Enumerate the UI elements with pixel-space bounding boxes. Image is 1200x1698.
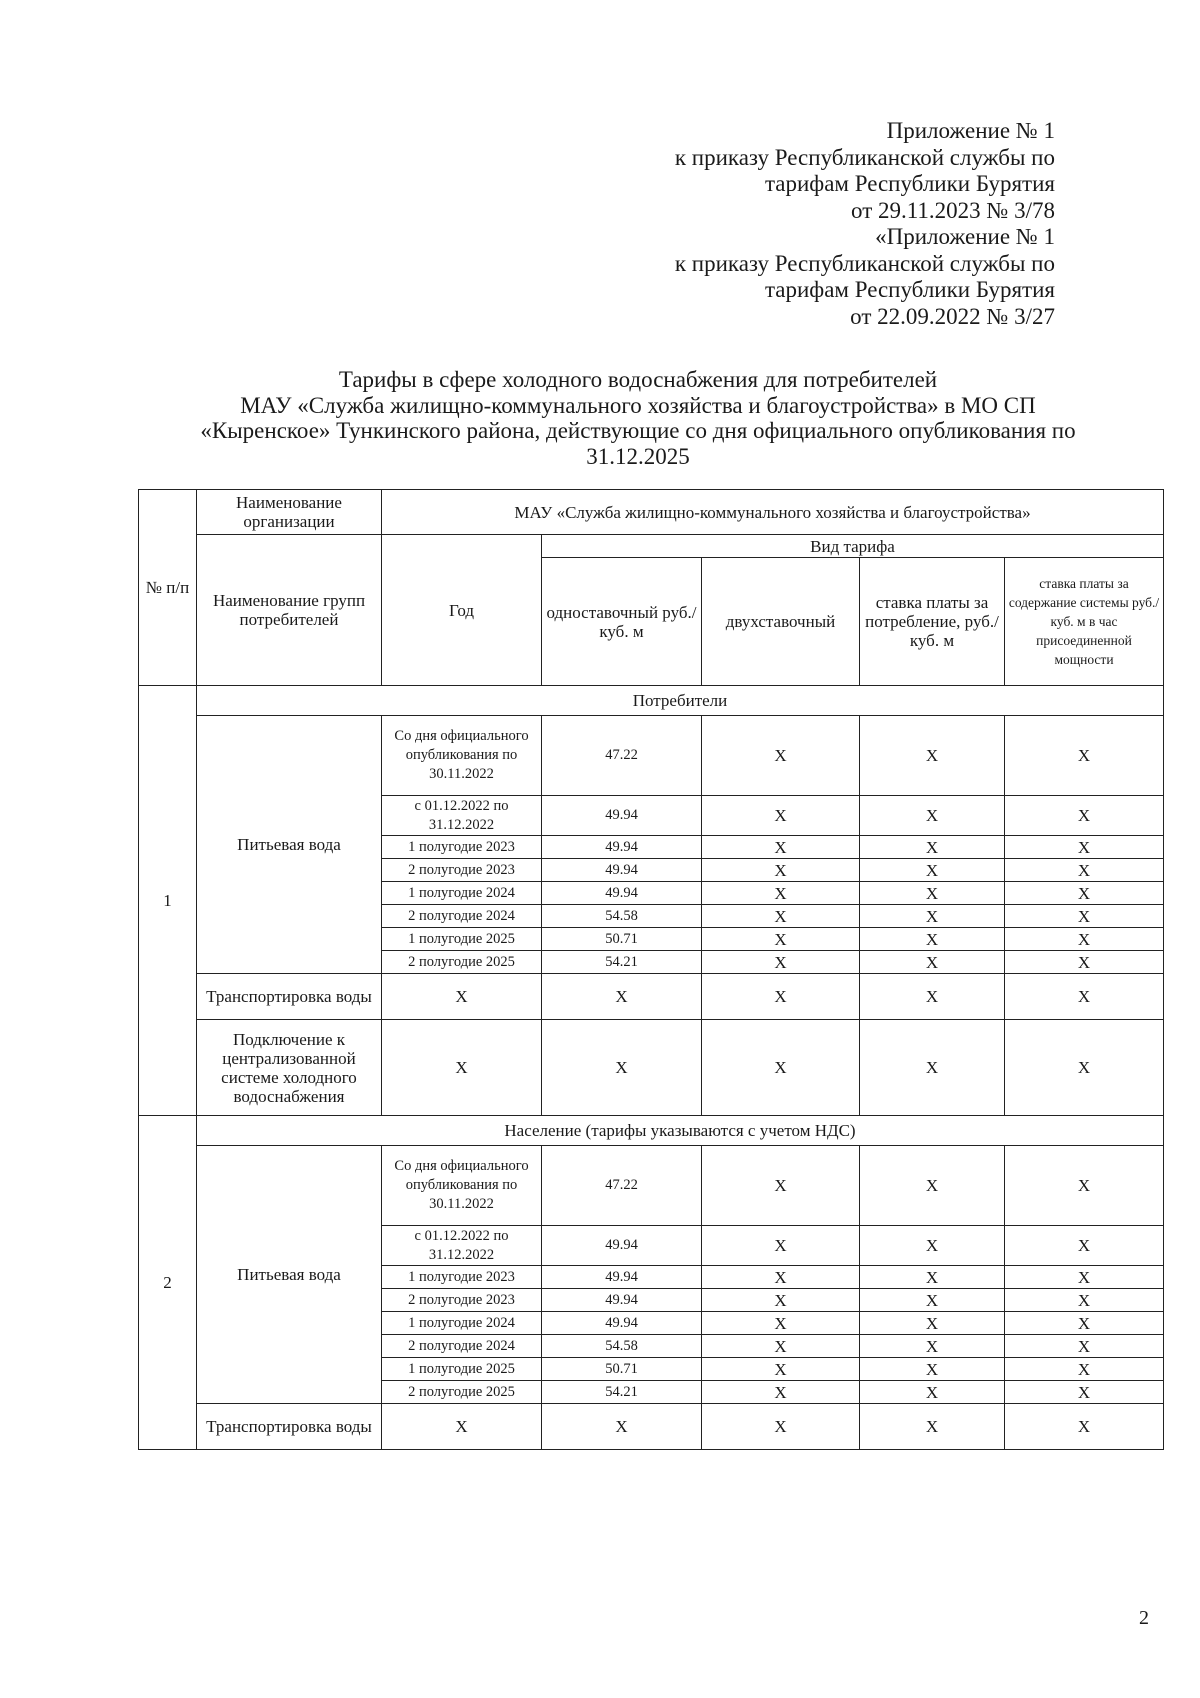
not-applicable-mark: X [860,1381,1005,1404]
section-title-row [139,686,1164,716]
not-applicable-mark: X [702,928,860,951]
tariff-table [138,489,1164,1450]
not-applicable-mark: X [542,1404,702,1450]
not-applicable-mark: X [702,1312,860,1335]
tariff-period: 2 полугодие 2024 [382,905,542,928]
not-applicable-mark: X [860,928,1005,951]
not-applicable-mark: X [382,1020,542,1116]
single-rate-value: 47.22 [542,1146,702,1226]
single-rate-value: 54.58 [542,1335,702,1358]
not-applicable-mark: X [702,859,860,882]
tariff-period: Со дня официального опубликования по 30.11.2022 [382,716,542,796]
not-applicable-mark: X [860,859,1005,882]
not-applicable-mark: X [542,974,702,1020]
single-rate-value: 49.94 [542,1289,702,1312]
tariff-period: 2 полугодие 2024 [382,1335,542,1358]
not-applicable-mark: X [702,796,860,836]
not-applicable-mark: X [860,1146,1005,1226]
not-applicable-mark: X [1005,882,1164,905]
not-applicable-mark: X [1005,1226,1164,1266]
not-applicable-mark: X [1005,1404,1164,1450]
organization-name: МАУ «Служба жилищно-коммунального хозяйства и благоустройства» [382,490,1164,535]
consumer-group-drinking-water: Питьевая вода [197,716,382,974]
tariff-period: 1 полугодие 2023 [382,836,542,859]
not-applicable-mark: X [702,1266,860,1289]
not-applicable-mark: X [702,951,860,974]
appendix-header [675,118,1055,330]
header-line: «Приложение № 1 [875,224,1055,249]
table-row [139,974,1164,1020]
single-rate-value: 49.94 [542,859,702,882]
not-applicable-mark: X [702,1146,860,1226]
not-applicable-mark: X [1005,951,1164,974]
not-applicable-mark: X [1005,859,1164,882]
section-title: Население (тарифы указываются с учетом НДС) [197,1116,1164,1146]
col-header-number: № п/п [139,490,197,686]
not-applicable-mark: X [702,1404,860,1450]
col-header-year: Год [382,535,542,686]
not-applicable-mark: X [860,951,1005,974]
single-rate-value: 54.21 [542,1381,702,1404]
tariff-period: 2 полугодие 2025 [382,1381,542,1404]
not-applicable-mark: X [702,974,860,1020]
tariff-period: с 01.12.2022 по 31.12.2022 [382,1226,542,1266]
not-applicable-mark: X [1005,905,1164,928]
single-rate-value: 54.58 [542,905,702,928]
not-applicable-mark: X [860,1358,1005,1381]
col-header-double-rate: двухставочный [702,558,860,686]
not-applicable-mark: X [542,1020,702,1116]
header-line: тарифам Республики Бурятия [764,277,1055,302]
header-line: тарифам Республики Бурятия [764,171,1055,196]
not-applicable-mark: X [382,1404,542,1450]
single-rate-value: 49.94 [542,1266,702,1289]
not-applicable-mark: X [860,1404,1005,1450]
not-applicable-mark: X [1005,1020,1164,1116]
not-applicable-mark: X [1005,836,1164,859]
single-rate-value: 47.22 [542,716,702,796]
consumer-group-connection: Подключение к централизованной системе холодного водоснабжения [197,1020,382,1116]
single-rate-value: 50.71 [542,1358,702,1381]
tariff-period: 1 полугодие 2023 [382,1266,542,1289]
tariff-period: 2 полугодие 2025 [382,951,542,974]
document-title [138,367,1138,469]
section-number: 1 [139,686,197,1116]
col-header-tariff-type: Вид тарифа [542,535,1164,558]
not-applicable-mark: X [860,882,1005,905]
col-header-single-rate: одноставочный руб./ куб. м [542,558,702,686]
not-applicable-mark: X [860,716,1005,796]
not-applicable-mark: X [702,836,860,859]
not-applicable-mark: X [1005,796,1164,836]
tariff-period: 1 полугодие 2025 [382,1358,542,1381]
not-applicable-mark: X [702,1289,860,1312]
page-number: 2 [1139,1607,1149,1629]
not-applicable-mark: X [702,1358,860,1381]
table-row [139,716,1164,796]
header-line: от 29.11.2023 № 3/78 [851,197,1055,223]
not-applicable-mark: X [1005,716,1164,796]
section-title: Потребители [197,686,1164,716]
tariff-period: 2 полугодие 2023 [382,1289,542,1312]
not-applicable-mark: X [860,1020,1005,1116]
single-rate-value: 49.94 [542,796,702,836]
single-rate-value: 54.21 [542,951,702,974]
header-line: Приложение № 1 [886,118,1055,143]
col-header-groups: Наименование групп потребителей [197,535,382,686]
not-applicable-mark: X [702,1381,860,1404]
col-header-organization: Наименование организации [197,490,382,535]
not-applicable-mark: X [860,1335,1005,1358]
single-rate-value: 50.71 [542,928,702,951]
not-applicable-mark: X [1005,1289,1164,1312]
consumer-group-transport: Транспортировка воды [197,1404,382,1450]
not-applicable-mark: X [702,1020,860,1116]
title-line: МАУ «Служба жилищно-коммунального хозяйства и благоустройства» в МО СП [240,392,1036,418]
section-number: 2 [139,1116,197,1450]
not-applicable-mark: X [860,905,1005,928]
single-rate-value: 49.94 [542,1312,702,1335]
not-applicable-mark: X [702,1335,860,1358]
not-applicable-mark: X [860,836,1005,859]
tariff-period: с 01.12.2022 по 31.12.2022 [382,796,542,836]
not-applicable-mark: X [860,974,1005,1020]
consumer-group-drinking-water: Питьевая вода [197,1146,382,1404]
not-applicable-mark: X [702,882,860,905]
not-applicable-mark: X [1005,1266,1164,1289]
not-applicable-mark: X [860,796,1005,836]
single-rate-value: 49.94 [542,882,702,905]
single-rate-value: 49.94 [542,1226,702,1266]
table-row [139,1404,1164,1450]
not-applicable-mark: X [860,1266,1005,1289]
not-applicable-mark: X [382,974,542,1020]
not-applicable-mark: X [1005,1146,1164,1226]
not-applicable-mark: X [1005,1358,1164,1381]
not-applicable-mark: X [860,1226,1005,1266]
not-applicable-mark: X [1005,1335,1164,1358]
tariff-period: Со дня официального опубликования по 30.11.2022 [382,1146,542,1226]
header-line: к приказу Республиканской службы по [674,144,1055,170]
not-applicable-mark: X [1005,1312,1164,1335]
col-header-rate-consumption: ставка платы за потребление, руб./ куб. м [860,558,1005,686]
title-line: Тарифы в сфере холодного водоснабжения для потребителей [338,367,938,392]
consumer-group-transport: Транспортировка воды [197,974,382,1020]
not-applicable-mark: X [1005,974,1164,1020]
not-applicable-mark: X [1005,1381,1164,1404]
table-row [139,1146,1164,1226]
not-applicable-mark: X [702,905,860,928]
title-line: 31.12.2025 [586,443,690,469]
section-title-row [139,1116,1164,1146]
title-line: «Кыренское» Тункинского района, действующие со дня официального опубликования по [200,418,1076,443]
tariff-period: 1 полугодие 2024 [382,1312,542,1335]
not-applicable-mark: X [860,1289,1005,1312]
tariff-period: 1 полугодие 2024 [382,882,542,905]
tariff-period: 2 полугодие 2023 [382,859,542,882]
header-line: к приказу Республиканской службы по [674,250,1055,276]
col-header-rate-maintenance: ставка платы за содержание системы руб./куб. м в час присоединенной мощности [1005,558,1164,686]
not-applicable-mark: X [702,1226,860,1266]
tariff-period: 1 полугодие 2025 [382,928,542,951]
not-applicable-mark: X [702,716,860,796]
not-applicable-mark: X [860,1312,1005,1335]
table-row [139,1020,1164,1116]
not-applicable-mark: X [1005,928,1164,951]
header-line: от 22.09.2022 № 3/27 [850,303,1055,329]
single-rate-value: 49.94 [542,836,702,859]
